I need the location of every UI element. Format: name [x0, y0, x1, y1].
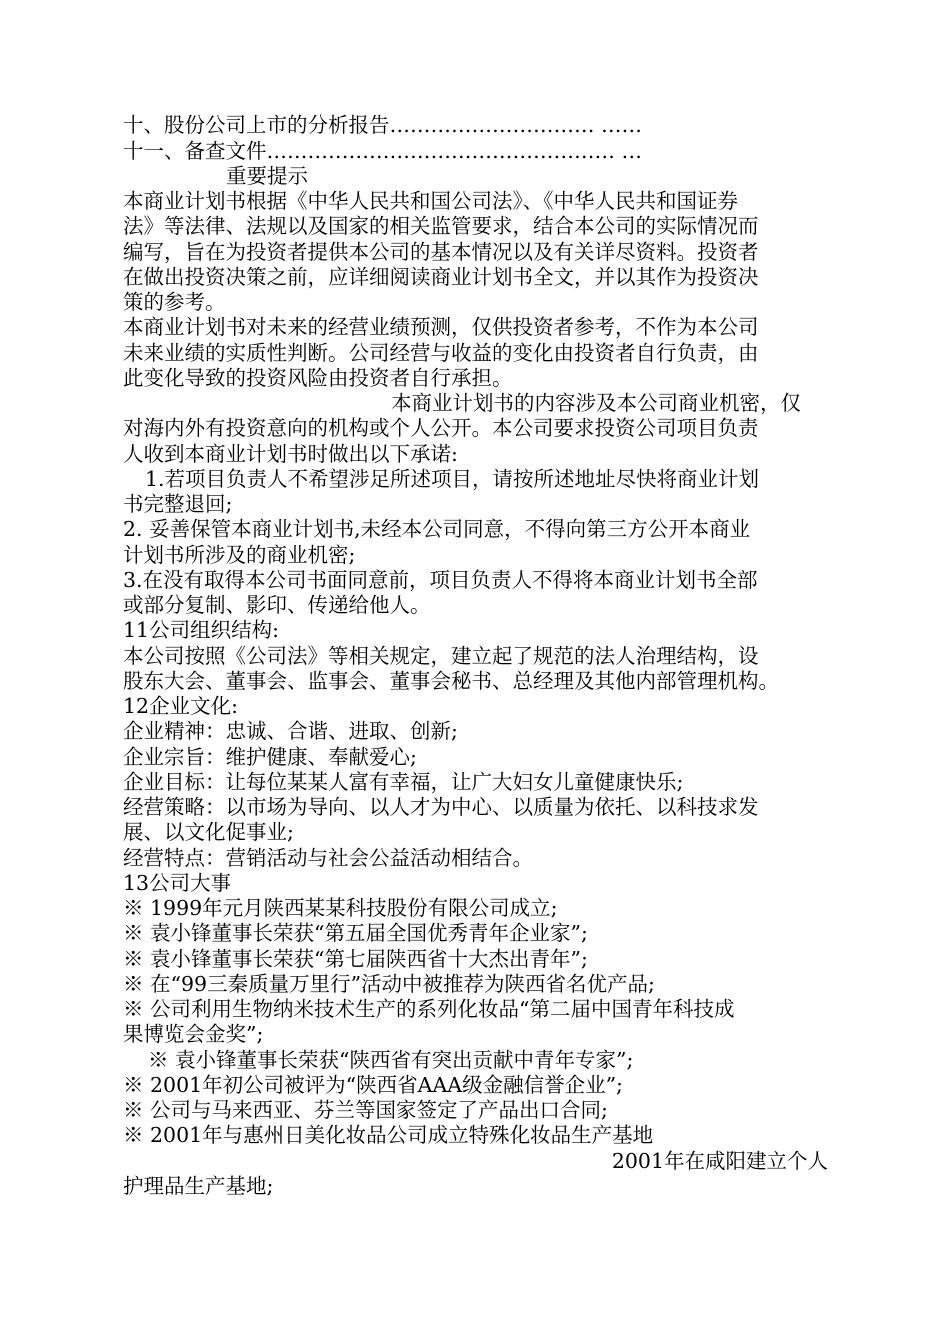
event-item: ※ 袁小锋董事长荣获“第七届陕西省十大杰出青年”;: [123, 947, 588, 971]
section-title-org: 11公司组织结构:: [123, 618, 279, 642]
event-item: ※ 袁小锋董事长荣获“陕西省有突出贡献中青年专家”;: [148, 1048, 634, 1072]
section-heading: 重要提示: [226, 164, 308, 188]
event-item: ※ 公司与马来西亚、芬兰等国家签定了产品出口合同;: [123, 1098, 608, 1122]
culture-item: 经营策略：以市场为导向、以人才为中心、以质量为依托、以科技求发: [123, 795, 759, 819]
paragraph-line: 策的参考。: [123, 290, 226, 314]
event-item: 果博览会金奖”;: [123, 1022, 264, 1046]
commitment-item: 1.若项目负责人不希望涉足所述项目，请按所述地址尽快将商业计划: [145, 467, 760, 491]
paragraph-line: 对海内外有投资意向的机构或个人公开。本公司要求投资公司项目负责: [123, 416, 759, 440]
commitment-item: 3.在没有取得本公司书面同意前，项目负责人不得将本商业计划书全部: [123, 568, 758, 592]
toc-item-10: 十、股份公司上市的分析报告………………………… ……: [123, 113, 643, 137]
culture-item: 企业精神：忠诚、合谐、进取、创新;: [123, 719, 458, 743]
paragraph-line: 人收到本商业计划书时做出以下承诺:: [123, 442, 458, 466]
event-item: ※ 2001年与惠州日美化妆品公司成立特殊化妆品生产基地: [123, 1123, 654, 1147]
commitment-item: 或部分复制、影印、传递给他人。: [123, 593, 431, 617]
event-item: ※ 公司利用生物纳米技术生产的系列化妆品“第二届中国青年科技成: [123, 997, 735, 1021]
paragraph-line: 编写，旨在为投资者提供本公司的基本情况以及有关详尽资料。投资者: [123, 240, 759, 264]
paragraph-line: 在做出投资决策之前，应详细阅读商业计划书全文，并以其作为投资决: [123, 265, 759, 289]
paragraph-line: 本商业计划书根据《中华人民共和国公司法》、《中华人民共和国证券: [123, 189, 738, 213]
culture-item: 企业目标：让每位某某人富有幸福，让广大妇女儿童健康快乐;: [123, 770, 684, 794]
paragraph-line: 本公司按照《公司法》等相关规定，建立起了规范的法人治理结构，设: [123, 644, 759, 668]
culture-item: 展、以文化促事业;: [123, 820, 294, 844]
section-title-events: 13公司大事: [123, 871, 232, 895]
toc-item-11: 十一、备查文件…………………………………………… …: [123, 139, 643, 163]
commitment-item: 书完整退回;: [123, 492, 233, 516]
paragraph-line: 未来业绩的实质性判断。公司经营与收益的变化由投资者自行负责，由: [123, 341, 759, 365]
commitment-item: 计划书所涉及的商业机密;: [123, 543, 356, 567]
event-item: ※ 2001年初公司被评为“陕西省AAA级金融信誉企业”;: [123, 1073, 623, 1097]
event-item: ※ 袁小锋董事长荣获“第五届全国优秀青年企业家”;: [123, 921, 588, 945]
paragraph-line: 本商业计划书对未来的经营业绩预测，仅供投资者参考，不作为本公司: [123, 315, 759, 339]
culture-item: 经营特点：营销活动与社会公益活动相结合。: [123, 846, 533, 870]
paragraph-line: 此变化导致的投资风险由投资者自行承担。: [123, 366, 513, 390]
commitment-item: 2. 妥善保管本商业计划书,未经本公司同意，不得向第三方公开本商业: [123, 517, 751, 541]
event-item: 护理品生产基地;: [123, 1174, 274, 1198]
section-title-culture: 12企业文化:: [123, 694, 238, 718]
event-item: ※ 1999年元月陕西某某科技股份有限公司成立;: [123, 896, 558, 920]
paragraph-line: 本商业计划书的内容涉及本公司商业机密，仅: [391, 391, 801, 415]
culture-item: 企业宗旨：维护健康、奉献爱心;: [123, 745, 417, 769]
paragraph-line: 股东大会、董事会、监事会、董事会秘书、总经理及其他内部管理机构。: [123, 669, 779, 693]
event-item: ※ 在“99三秦质量万里行”活动中被推荐为陕西省名优产品;: [123, 972, 655, 996]
paragraph-line: 法》等法律、法规以及国家的相关监管要求，结合本公司的实际情况而: [123, 214, 759, 238]
event-item: 2001年在咸阳建立个人: [611, 1149, 828, 1173]
